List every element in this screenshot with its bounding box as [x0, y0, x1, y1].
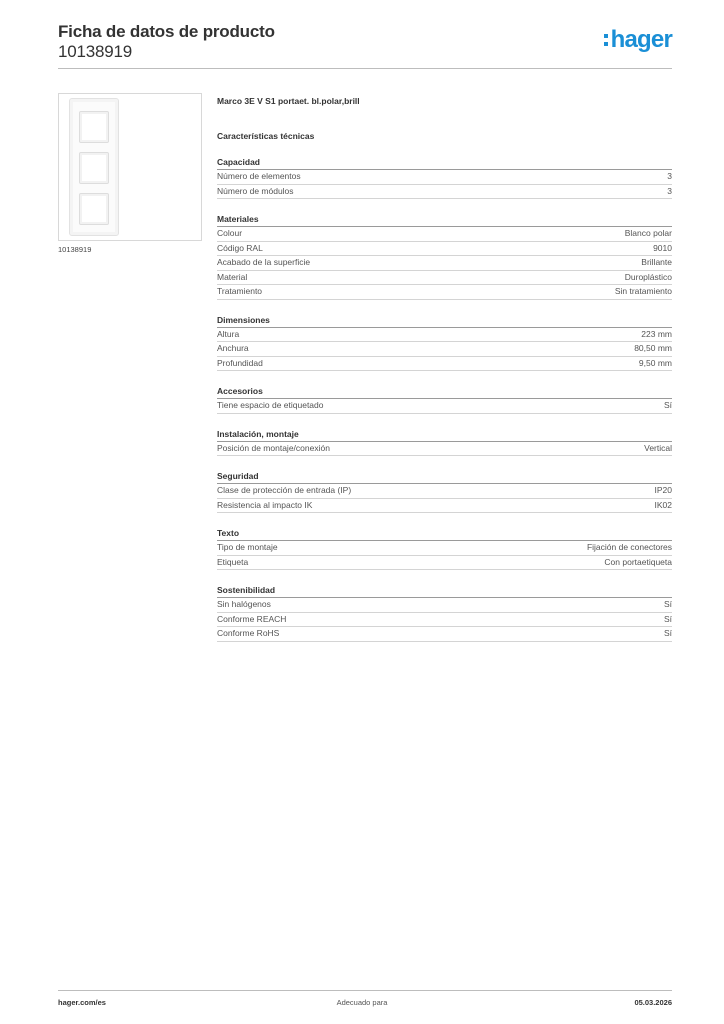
spec-value: Sí	[663, 400, 672, 410]
spec-row	[217, 357, 672, 372]
spec-row	[217, 242, 672, 257]
spec-value: Sí	[663, 599, 672, 609]
spec-value: 3	[667, 171, 672, 181]
section-heading: Características técnicas	[217, 131, 315, 141]
spec-label: Etiqueta	[217, 556, 249, 567]
spec-value: IK02	[654, 499, 672, 510]
spec-group	[217, 527, 672, 570]
spec-value: 9010	[653, 242, 672, 253]
spec-label: Código RAL	[217, 242, 263, 253]
spec-label: Tipo de montaje	[217, 542, 278, 552]
spec-group	[217, 584, 672, 642]
spec-value: Vertical	[644, 442, 672, 453]
group-title: Instalación, montaje	[217, 428, 672, 442]
spec-content	[217, 95, 672, 642]
spec-row	[217, 541, 672, 556]
spec-row	[217, 227, 672, 242]
spec-label: Altura	[217, 328, 240, 339]
logo-colon-icon	[604, 32, 609, 47]
spec-label: Acabado de la superficie	[217, 257, 311, 267]
spec-row	[217, 399, 672, 414]
spec-group	[217, 213, 672, 300]
spec-row	[217, 627, 672, 642]
spec-row	[217, 442, 672, 457]
spec-label: Profundidad	[217, 357, 263, 368]
spec-label: Número de módulos	[217, 185, 294, 196]
image-caption: 10138919	[58, 245, 92, 254]
spec-row	[217, 598, 672, 613]
spec-value: Sí	[663, 628, 672, 638]
spec-label: Conforme REACH	[217, 613, 287, 624]
frame-slot	[79, 111, 109, 143]
spec-value: Con portaetiqueta	[604, 556, 672, 567]
spec-row	[217, 342, 672, 357]
footer-website: hager.com/es	[58, 998, 106, 1007]
spec-row	[217, 499, 672, 514]
group-title: Dimensiones	[217, 314, 672, 328]
spec-row	[217, 185, 672, 200]
footer-divider	[58, 990, 672, 991]
spec-label: Posición de montaje/conexión	[217, 442, 330, 453]
spec-label: Clase de protección de entrada (IP)	[217, 485, 352, 495]
spec-row	[217, 271, 672, 286]
frame-slot	[79, 193, 109, 225]
group-title: Texto	[217, 527, 672, 541]
spec-label: Material	[217, 271, 248, 282]
spec-group	[217, 156, 672, 199]
spec-row	[217, 613, 672, 628]
spec-label: Resistencia al impacto IK	[217, 499, 313, 510]
spec-group	[217, 470, 672, 513]
spec-value: 223 mm	[641, 328, 672, 339]
spec-value: 80,50 mm	[634, 343, 672, 353]
spec-value: Sin tratamiento	[614, 286, 672, 296]
spec-label: Tratamiento	[217, 286, 263, 296]
spec-row	[217, 170, 672, 185]
product-name: Marco 3E V S1 portaet. bl.polar,brill	[217, 96, 360, 106]
product-image	[58, 93, 202, 241]
spec-value: Fijación de conectores	[586, 542, 672, 552]
spec-row	[217, 285, 672, 300]
page-header	[58, 22, 672, 68]
document-number: 10138919	[58, 42, 133, 61]
document-title: Ficha de datos de producto	[58, 22, 275, 41]
spec-row	[217, 256, 672, 271]
footer-center-text: Adecuado para	[336, 998, 388, 1007]
footer-date: 05.03.2026	[634, 998, 672, 1007]
hager-logo	[604, 26, 672, 54]
header-divider	[58, 68, 672, 69]
group-title: Seguridad	[217, 470, 672, 484]
spec-label: Conforme RoHS	[217, 628, 280, 638]
group-title: Materiales	[217, 213, 672, 227]
spec-row	[217, 328, 672, 343]
spec-value: Brillante	[641, 257, 672, 267]
triple-frame-illustration	[69, 98, 119, 236]
group-title: Sostenibilidad	[217, 584, 672, 598]
spec-value: IP20	[654, 485, 672, 495]
spec-value: Sí	[663, 613, 672, 624]
spec-label: Tiene espacio de etiquetado	[217, 400, 324, 410]
frame-slot	[79, 152, 109, 184]
spec-label: Anchura	[217, 343, 249, 353]
spec-value: 9,50 mm	[638, 357, 672, 368]
spec-group	[217, 428, 672, 457]
spec-groups	[217, 156, 672, 642]
spec-value: Duroplástico	[624, 271, 672, 282]
spec-value: 3	[667, 185, 672, 196]
spec-row	[217, 556, 672, 571]
spec-value: Blanco polar	[624, 228, 672, 238]
group-title: Capacidad	[217, 156, 672, 170]
spec-group	[217, 385, 672, 414]
spec-label: Número de elementos	[217, 171, 301, 181]
spec-label: Sin halógenos	[217, 599, 271, 609]
spec-row	[217, 484, 672, 499]
logo-text: hager	[610, 26, 672, 53]
spec-group	[217, 314, 672, 372]
group-title: Accesorios	[217, 385, 672, 399]
spec-label: Colour	[217, 228, 243, 238]
